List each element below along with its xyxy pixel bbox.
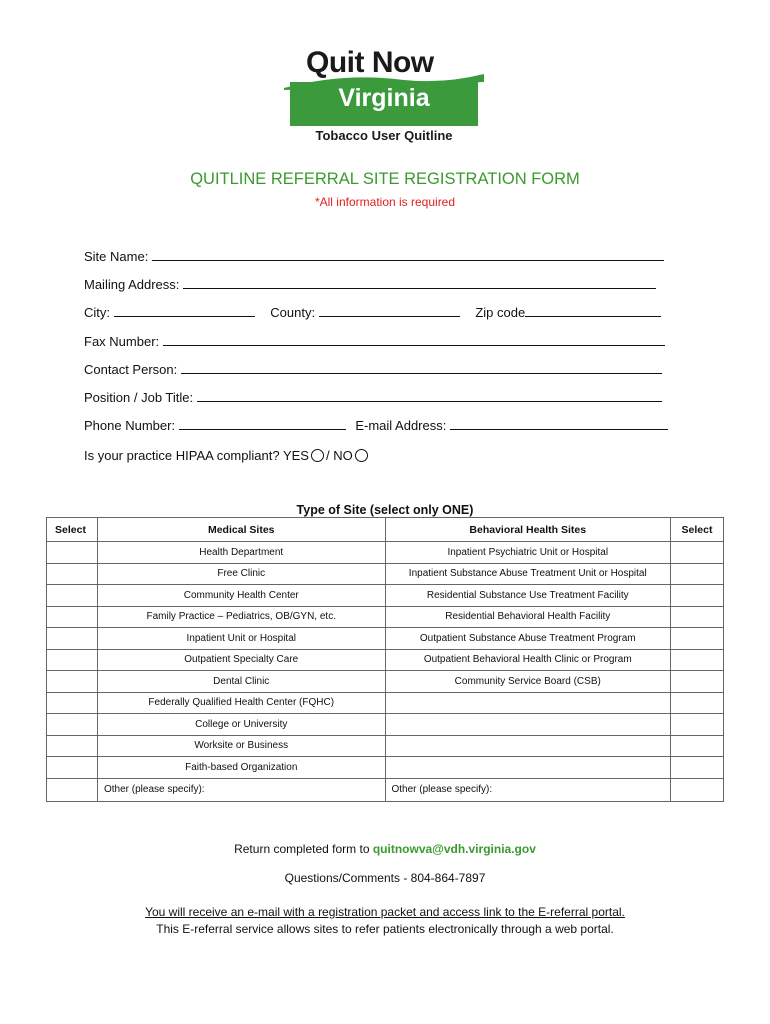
questions-line: Questions/Comments - 804-864-7897	[284, 871, 486, 885]
select-cell-behavioral[interactable]	[671, 585, 724, 607]
logo-state: Virginia	[338, 84, 430, 112]
position-field[interactable]	[197, 390, 662, 402]
table-row	[47, 649, 724, 671]
medical-site-cell: Worksite or Business	[97, 735, 385, 757]
hipaa-yes-label: YES	[282, 448, 309, 463]
select-cell-medical[interactable]	[47, 585, 98, 607]
medical-site-cell: Dental Clinic	[97, 671, 385, 693]
select-cell-medical[interactable]	[47, 778, 98, 801]
hipaa-slash: /	[325, 448, 330, 463]
select-cell-behavioral[interactable]	[671, 778, 724, 801]
site-name-row	[84, 249, 664, 264]
behavioral-site-cell	[385, 714, 671, 736]
table-title: Type of Site (select only ONE)	[296, 503, 474, 517]
select-cell-medical[interactable]	[47, 735, 98, 757]
medical-site-cell: College or University	[97, 714, 385, 736]
select-cell-behavioral[interactable]	[671, 628, 724, 650]
select-cell-behavioral[interactable]	[671, 649, 724, 671]
medical-sites-header: Medical Sites	[97, 518, 385, 542]
behavioral-site-cell	[385, 757, 671, 779]
medical-site-cell: Outpatient Specialty Care	[97, 649, 385, 671]
select-cell-behavioral[interactable]	[671, 671, 724, 693]
hipaa-yes-radio[interactable]	[311, 449, 324, 462]
city-field[interactable]	[114, 305, 255, 317]
behavioral-site-cell	[385, 735, 671, 757]
hipaa-question: Is your practice HIPAA compliant?	[84, 448, 280, 463]
behavioral-site-cell: Residential Behavioral Health Facility	[385, 606, 671, 628]
select-cell-medical[interactable]	[47, 692, 98, 714]
select-cell-behavioral[interactable]	[671, 542, 724, 564]
select-cell-behavioral[interactable]	[671, 714, 724, 736]
hipaa-no-label: NO	[333, 448, 353, 463]
table-row	[47, 563, 724, 585]
medical-site-cell: Federally Qualified Health Center (FQHC)	[97, 692, 385, 714]
zip-field[interactable]	[525, 305, 661, 317]
medical-site-cell: Community Health Center	[97, 585, 385, 607]
fax-label: Fax Number:	[84, 334, 160, 349]
select-cell-medical[interactable]	[47, 628, 98, 650]
phone-email-row	[84, 418, 668, 433]
select-cell-behavioral[interactable]	[671, 606, 724, 628]
medical-site-cell: Free Clinic	[97, 563, 385, 585]
return-text: Return completed form to	[234, 842, 370, 856]
select-cell-behavioral[interactable]	[671, 757, 724, 779]
select-cell-medical[interactable]	[47, 757, 98, 779]
select-cell-medical[interactable]	[47, 563, 98, 585]
site-type-table	[46, 517, 724, 802]
select-cell-behavioral[interactable]	[671, 563, 724, 585]
zip-label: Zip code	[475, 305, 526, 320]
select-cell-medical[interactable]	[47, 671, 98, 693]
select-cell-behavioral[interactable]	[671, 735, 724, 757]
table-row	[47, 692, 724, 714]
medical-site-cell: Family Practice – Pediatrics, OB/GYN, etc.	[97, 606, 385, 628]
county-label: County:	[270, 305, 316, 320]
logo-subtitle: Tobacco User Quitline	[315, 128, 453, 143]
required-note: *All information is required	[314, 195, 456, 209]
table-row	[47, 714, 724, 736]
select-cell-medical[interactable]	[47, 542, 98, 564]
select-header-right: Select	[671, 518, 724, 542]
behavioral-site-cell: Outpatient Behavioral Health Clinic or Program	[385, 649, 671, 671]
medical-site-cell: Faith-based Organization	[97, 757, 385, 779]
table-row	[47, 671, 724, 693]
form-title: QUITLINE REFERRAL SITE REGISTRATION FORM	[190, 170, 580, 188]
behavioral-sites-header: Behavioral Health Sites	[385, 518, 671, 542]
medical-site-cell: Health Department	[97, 542, 385, 564]
hipaa-no-radio[interactable]	[355, 449, 368, 462]
select-cell-behavioral[interactable]	[671, 692, 724, 714]
medical-site-cell: Other (please specify):	[97, 778, 385, 801]
table-row	[47, 542, 724, 564]
contact-row	[84, 362, 662, 377]
mailing-address-row	[84, 277, 656, 292]
site-name-label: Site Name:	[84, 249, 149, 264]
behavioral-site-cell: Inpatient Psychiatric Unit or Hospital	[385, 542, 671, 564]
email-label: E-mail Address:	[355, 418, 447, 433]
position-row	[84, 390, 662, 405]
city-label: City:	[84, 305, 110, 320]
behavioral-site-cell: Community Service Board (CSB)	[385, 671, 671, 693]
location-row	[84, 305, 661, 320]
quit-now-virginia-logo	[284, 40, 484, 148]
mailing-address-field[interactable]	[183, 277, 656, 289]
phone-field[interactable]	[179, 418, 346, 430]
email-field[interactable]	[450, 418, 668, 430]
return-line	[0, 842, 770, 856]
table-row	[47, 778, 724, 801]
table-row	[47, 606, 724, 628]
phone-label: Phone Number:	[84, 418, 176, 433]
table-row	[47, 757, 724, 779]
select-cell-medical[interactable]	[47, 649, 98, 671]
contact-label: Contact Person:	[84, 362, 178, 377]
select-cell-medical[interactable]	[47, 606, 98, 628]
contact-field[interactable]	[181, 362, 662, 374]
table-row	[47, 628, 724, 650]
behavioral-site-cell: Other (please specify):	[385, 778, 671, 801]
logo-title: Quit Now	[306, 46, 434, 79]
registration-notice: You will receive an e-mail with a registration packet and access link to the E-referral portal.	[145, 905, 625, 919]
return-email-link[interactable]: quitnowva@vdh.virginia.gov	[372, 842, 536, 856]
service-description: This E-referral service allows sites to refer patients electronically through a web portal.	[156, 922, 614, 936]
position-label: Position / Job Title:	[84, 390, 194, 405]
site-name-field[interactable]	[152, 249, 664, 261]
select-cell-medical[interactable]	[47, 714, 98, 736]
fax-row	[84, 334, 665, 349]
county-field[interactable]	[319, 305, 460, 317]
behavioral-site-cell	[385, 692, 671, 714]
table-row	[47, 585, 724, 607]
hipaa-row	[84, 448, 370, 463]
behavioral-site-cell: Residential Substance Use Treatment Facility	[385, 585, 671, 607]
table-row	[47, 735, 724, 757]
medical-site-cell: Inpatient Unit or Hospital	[97, 628, 385, 650]
behavioral-site-cell: Outpatient Substance Abuse Treatment Program	[385, 628, 671, 650]
behavioral-site-cell: Inpatient Substance Abuse Treatment Unit or Hospital	[385, 563, 671, 585]
select-header-left: Select	[47, 518, 98, 542]
mailing-address-label: Mailing Address:	[84, 277, 180, 292]
fax-field[interactable]	[163, 334, 665, 346]
